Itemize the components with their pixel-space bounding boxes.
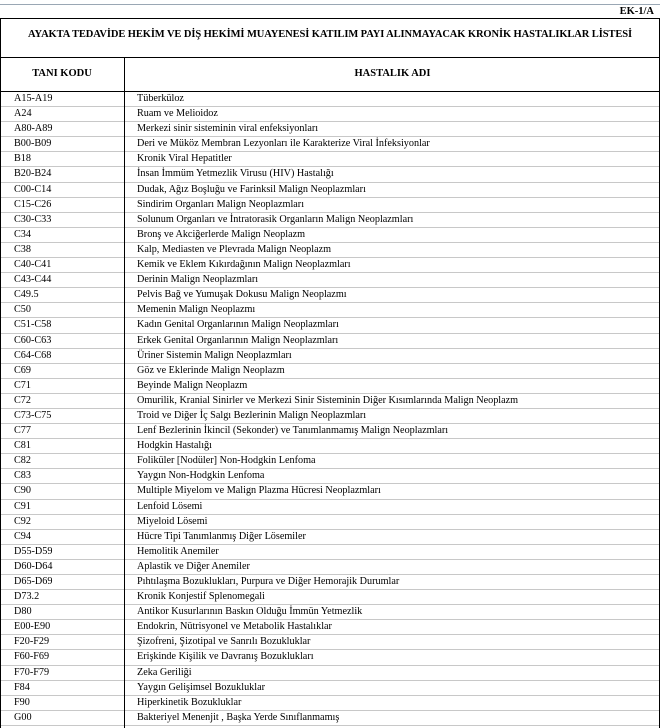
annex-reference: EK-1/A [619,6,654,17]
table-row[interactable] [0,500,660,515]
table-row[interactable] [0,349,660,364]
table-row[interactable] [0,681,660,696]
table-row[interactable] [0,122,660,137]
table-row[interactable] [0,575,660,590]
table-row[interactable] [0,635,660,650]
disease-name-cell[interactable]: Lenfoid Lösemi [137,500,203,512]
disease-name-cell[interactable]: Pıhtılaşma Bozuklukları, Purpura ve Diğer Hemorajik Durumlar [137,576,400,587]
table-row[interactable] [0,334,660,349]
disease-name-cell[interactable]: Hodgkin Hastalığı [137,440,212,452]
diagnosis-code-cell[interactable]: C38 [14,243,31,255]
disease-name-cell[interactable]: Antikor Kusurlarının Baskın Olduğu İmmün Yetmezlik [137,606,363,618]
diagnosis-code-cell[interactable]: C00-C14 [14,183,52,195]
diagnosis-code-cell[interactable]: F20-F29 [14,636,50,648]
diagnosis-code-cell[interactable]: A24 [14,108,32,120]
diagnosis-code-cell[interactable]: C82 [14,455,31,467]
list-title: AYAKTA TEDAVİDE HEKİM VE DİŞ HEKİMİ MUAYENESİ KATILIM PAYI ALINMAYACAK KRONİK HASTALIKLAR LİSTESİ [28,29,632,40]
disease-name-cell[interactable]: Bronş ve Akciğerlerde Malign Neoplazm [137,228,306,240]
table-row[interactable] [0,515,660,530]
disease-name-cell[interactable]: Üriner Sistemin Malign Neoplazmları [137,349,292,361]
table-row[interactable] [0,137,660,152]
table-row[interactable] [0,605,660,620]
title-row [0,18,660,58]
table-row[interactable] [0,454,660,469]
table-row[interactable] [0,288,660,303]
table-row[interactable] [0,318,660,333]
table-border-left [0,18,1,728]
disease-name-cell[interactable]: Kronik Viral Hepatitler [137,153,232,165]
disease-name-cell[interactable]: Merkezi sinir sisteminin viral enfeksiyonları [137,123,319,135]
diagnosis-code-cell[interactable]: F90 [14,696,30,708]
disease-name-cell[interactable]: Omurilik, Kranial Sinirler ve Merkezi Sinir Sisteminin Diğer Kısımlarında Malign Neoplazm [137,394,519,406]
diagnosis-code-cell[interactable]: A15-A19 [14,93,53,104]
disease-name-cell[interactable]: Kadın Genital Organlarının Malign Neoplazmları [137,319,339,331]
diagnosis-code-cell[interactable]: D80 [14,606,32,618]
diagnosis-code-cell[interactable]: C34 [14,228,31,240]
disease-name-cell[interactable]: Troid ve Diğer İç Salgı Bezlerinin Malign Neoplazmları [137,409,367,421]
disease-name-cell[interactable]: Miyeloid Lösemi [137,515,208,527]
disease-name-cell[interactable]: Erişkinde Kişilik ve Davranış Bozuklukları [137,651,314,663]
diagnosis-code-cell[interactable]: B18 [14,153,31,165]
disease-name-cell[interactable]: Derinin Malign Neoplazmları [137,274,259,286]
diagnosis-code-cell[interactable]: D65-D69 [14,576,53,587]
disease-name-cell[interactable]: Lenf Bezlerinin İkincil (Sekonder) ve Tanımlanmamış Malign Neoplazmları [137,425,449,437]
diagnosis-code-cell[interactable]: C60-C63 [14,334,52,346]
table-row[interactable] [0,273,660,288]
column-header-name: HASTALIK ADI [354,68,431,79]
diagnosis-code-cell[interactable]: C92 [14,515,31,527]
diagnosis-code-cell[interactable]: C90 [14,485,31,497]
diagnosis-code-cell[interactable]: C72 [14,394,31,406]
disease-name-cell[interactable]: Pelvis Bağ ve Yumuşak Dokusu Malign Neoplazmı [137,289,347,301]
diagnosis-code-cell[interactable]: C43-C44 [14,274,52,286]
disease-name-cell[interactable]: Göz ve Eklerinde Malign Neoplazm [137,364,285,376]
disease-name-cell[interactable]: Memenin Malign Neoplazmı [137,304,256,316]
top-strip [0,0,660,5]
table-row[interactable] [0,666,660,681]
diagnosis-code-cell[interactable]: D55-D59 [14,545,53,557]
table-row[interactable] [0,711,660,726]
table-row[interactable] [0,469,660,484]
table-row[interactable] [0,379,660,394]
diagnosis-code-cell[interactable]: E00-E90 [14,621,51,633]
diagnosis-code-cell[interactable]: F60-F69 [14,651,50,663]
table-row[interactable] [0,167,660,182]
diagnosis-code-cell[interactable]: C50 [14,304,31,316]
table-row[interactable] [0,364,660,379]
disease-name-cell[interactable]: Kronik Konjestif Splenomegali [137,591,265,603]
disease-name-cell[interactable]: Zeka Geriliği [137,666,192,678]
disease-table-body [0,92,660,726]
disease-name-cell[interactable]: Erkek Genital Organlarının Malign Neoplazmları [137,334,339,346]
column-header-code: TANI KODU [0,57,125,91]
disease-name-cell[interactable]: Endokrin, Nütrisyonel ve Metabolik Hastalıklar [137,621,332,633]
disease-name-cell[interactable]: Şizofreni, Şizotipal ve Sanrılı Bozukluklar [137,636,311,648]
table-row[interactable] [0,439,660,454]
table-row[interactable] [0,560,660,575]
diagnosis-code-cell[interactable]: C49.5 [14,289,39,301]
table-row[interactable] [0,424,660,439]
diagnosis-code-cell[interactable]: C40-C41 [14,259,52,271]
table-row[interactable] [0,228,660,243]
disease-name-cell[interactable]: Yaygın Gelişimsel Bozukluklar [137,681,265,693]
diagnosis-code-cell[interactable]: F70-F79 [14,666,50,678]
diagnosis-code-cell[interactable]: C71 [14,379,31,391]
disease-name-cell[interactable]: Solunum Organları ve İntratorasik Organların Malign Neoplazmları [137,213,414,225]
diagnosis-code-cell[interactable]: F84 [14,681,30,693]
disease-name-cell[interactable]: Kalp, Mediasten ve Plevrada Malign Neoplazm [137,243,332,255]
table-row[interactable] [0,484,660,499]
diagnosis-code-cell[interactable]: C51-C58 [14,319,52,331]
diagnosis-code-cell[interactable]: C91 [14,500,31,512]
disease-name-cell[interactable]: Bakteriyel Menenjit , Başka Yerde Sınıflanmamış [137,711,340,723]
disease-name-cell[interactable]: Hemolitik Anemiler [137,545,219,557]
diagnosis-code-cell[interactable]: C81 [14,440,31,452]
disease-name-cell[interactable]: Yaygın Non-Hodgkin Lenfoma [137,470,265,482]
table-row[interactable] [0,394,660,409]
diagnosis-code-cell[interactable]: C77 [14,425,31,437]
disease-name-cell[interactable]: Dudak, Ağız Boşluğu ve Farinksil Malign Neoplazmları [137,183,366,195]
table-row[interactable] [0,92,660,107]
disease-name-cell[interactable]: Hücre Tipi Tanımlanmış Diğer Lösemiler [137,530,306,542]
disease-name-cell[interactable]: Ruam ve Melioidoz [137,108,218,120]
diagnosis-code-cell[interactable]: B00-B09 [14,138,52,150]
table-row[interactable] [0,152,660,167]
table-row[interactable] [0,243,660,258]
disease-name-cell[interactable]: Multiple Miyelom ve Malign Plazma Hücresi Neoplazmları [137,485,381,497]
table-row[interactable] [0,590,660,605]
disease-name-cell[interactable]: Deri ve Müköz Membran Lezyonları ile Karakterize Viral İnfeksiyonlar [137,138,430,150]
table-row[interactable] [0,409,660,424]
table-row[interactable] [0,198,660,213]
disease-name-cell[interactable]: Hiperkinetik Bozukluklar [137,696,242,708]
diagnosis-code-cell[interactable]: C94 [14,530,31,542]
diagnosis-code-cell[interactable]: A80-A89 [14,123,53,135]
disease-name-cell[interactable]: Foliküler [Nodüler] Non-Hodgkin Lenfoma [137,455,316,467]
table-row[interactable] [0,183,660,198]
diagnosis-code-cell[interactable]: C73-C75 [14,409,52,421]
diagnosis-code-cell[interactable]: C83 [14,470,31,482]
disease-name-cell[interactable]: Sindirim Organları Malign Neoplazmları [137,198,305,210]
disease-name-cell[interactable]: Beyinde Malign Neoplazm [137,379,248,391]
diagnosis-code-cell[interactable]: D73.2 [14,591,40,603]
diagnosis-code-cell[interactable]: C15-C26 [14,198,52,210]
disease-name-cell[interactable]: Tüberküloz [137,93,184,104]
diagnosis-code-cell[interactable]: B20-B24 [14,168,52,180]
table-column-divider [124,92,125,728]
diagnosis-code-cell[interactable]: G00 [14,711,32,723]
disease-name-cell[interactable]: İnsan İmmüm Yetmezlik Virusu (HIV) Hastalığı [137,168,334,180]
table-row[interactable] [0,213,660,228]
table-row[interactable] [0,545,660,560]
table-row[interactable] [0,530,660,545]
table-row[interactable] [0,696,660,711]
diagnosis-code-cell[interactable]: D60-D64 [14,560,53,572]
diagnosis-code-cell[interactable]: C69 [14,364,31,376]
diagnosis-code-cell[interactable]: C64-C68 [14,349,52,361]
table-row[interactable] [0,107,660,122]
column-header-row [0,57,660,92]
table-row[interactable] [0,650,660,665]
table-row[interactable] [0,303,660,318]
disease-name-cell[interactable]: Kemik ve Eklem Kıkırdağının Malign Neoplazmları [137,259,351,271]
table-row[interactable] [0,620,660,635]
diagnosis-code-cell[interactable]: C30-C33 [14,213,52,225]
disease-name-cell[interactable]: Aplastik ve Diğer Anemiler [137,560,250,572]
table-row[interactable] [0,258,660,273]
